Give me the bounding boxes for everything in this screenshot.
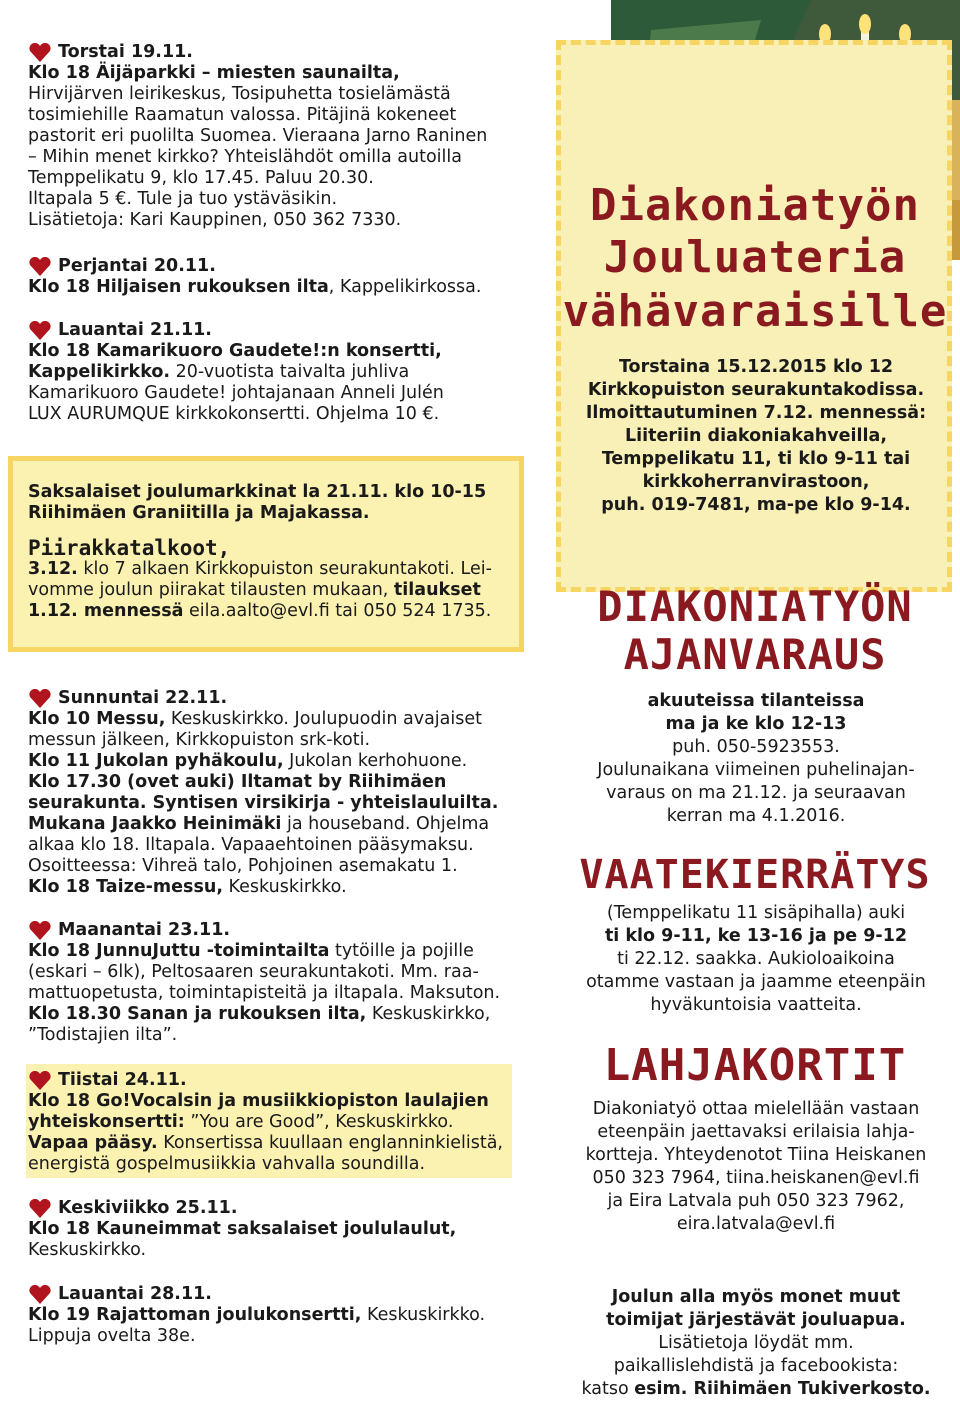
event-maanantai: Maanantai 23.11. Klo 18 JunnuJuttu -toimintailta tytöille ja pojille (eskari – 6lk), Peltosaaren seurakuntakoti. Mm. raa- mattuopetusta, toimintapisteitä ja iltapala. Maksuton. Klo 18.30 Sanan ja rukouksen ilta, Keskuskirkko, ”Todistajien ilta”.: [28, 920, 501, 1045]
vaatekierratys-info: (Temppelikatu 11 sisäpihalla) auki ti klo 9-11, ke 13-16 ja pe 9-12 ti 22.12. saakka. Aukioloaikoina otamme vastaan ja jaamme eteenpäin hyväkuntoisia vaatteita.: [586, 903, 926, 1015]
heart-icon: [28, 1199, 52, 1219]
footer-info: Joulun alla myös monet muut toimijat järjestävät jouluapua. Lisätietoja löydät mm. paikallislehdistä ja facebookista: katso esim. Riihimäen Tukiverkosto.: [581, 1287, 931, 1399]
heart-icon: [28, 1071, 52, 1091]
event-lauantai-21: Lauantai 21.11. Klo 18 Kamarikuoro Gaudete!:n konsertti, Kappelikirkko. 20-vuotista taivalta juhliva Kamarikuoro Gaudete! johtajanaan Anneli Julén LUX AURUMQUE kirkkokonsertti. Ohjelma 10 €.: [28, 320, 444, 424]
heart-icon: [28, 921, 52, 941]
title-vaatekierratys: VAATEKIERRÄTYS: [579, 852, 931, 898]
event-day: Torstai 19.11.: [28, 42, 538, 63]
title-diakoniatyon-caps: DIAKONIATYÖN: [597, 582, 913, 631]
heart-icon: [28, 43, 52, 63]
markets-text: Saksalaiset joulumarkkinat la 21.11. klo 10-15 Riihimäen Graniitilla ja Majakassa. Piirakkatalkoot, 3.12. klo 7 alkaen Kirkkopuiston seurakuntakoti. Lei- vomme joulun piirakat tilausten mukaan, tilaukset 1.12. mennessä eila.aalto@evl.fi tai 050 524 1735.: [28, 482, 492, 621]
event-perjantai: Perjantai 20.11. Klo 18 Hiljaisen rukouksen ilta, Kappelikirkossa.: [28, 256, 482, 297]
title-ajanvaraus: AJANVARAUS: [623, 630, 887, 679]
title-diakoniatyon: Diakoniatyön: [590, 180, 920, 231]
event-keskiviikko: Keskiviikko 25.11. Klo 18 Kauneimmat saksalaiset joululaulut, Keskuskirkko.: [28, 1198, 457, 1260]
heart-icon: [28, 321, 52, 341]
event-tiistai: Tiistai 24.11. Klo 18 Go!Vocalsin ja musiikkiopiston laulajien yhteiskonsertti: ”You are Good”, Keskuskirkko. Vapaa pääsy. Konsertissa kuullaan englanninkielistä, energistä gospelmusiikkia vahvalla soundilla.: [28, 1070, 503, 1174]
heart-icon: [28, 1285, 52, 1305]
title-lahjakortit: LAHJAKORTIT: [603, 1040, 907, 1091]
event-lauantai-28: Lauantai 28.11. Klo 19 Rajattoman joulukonsertti, Keskuskirkko. Lippuja ovelta 38e.: [28, 1284, 486, 1346]
title-vahavaraisille: vähävaraisille: [562, 286, 948, 337]
ateria-info: Torstaina 15.12.2015 klo 12 Kirkkopuiston seurakuntakodissa. Ilmoittautuminen 7.12. mennessä: Liiteriin diakoniakahveilla, Temppelikatu 11, ti klo 9-11 tai kirkkoherranvirastoon, puh. 019-7481, ma-pe klo 9-14.: [585, 357, 927, 515]
ajanvaraus-info: akuuteissa tilanteissa ma ja ke klo 12-13 puh. 050-5923553. Joulunaikana viimeinen puhelinajan- varaus on ma 21.12. ja seuraavan kerran ma 4.1.2016.: [597, 691, 915, 826]
title-jouluateria: Jouluateria: [603, 232, 907, 283]
event-sunnuntai: Sunnuntai 22.11. Klo 10 Messu, Keskuskirkko. Joulupuodin avajaiset messun jälkeen, Kirkkopuiston srk-koti. Klo 11 Jukolan pyhäkoulu, Jukolan kerhohuone. Klo 17.30 (ovet auki) Iltamat by Riihimäen seurakunta. Syntisen virsikirja - yhteislauluilta. Mukana Jaakko Heinimäki ja houseband. Ohjelma alkaa klo 18. Iltapala. Vapaaehtoinen pääsymaksu. Osoitteessa: Vihreä talo, Pohjoinen asemakatu 1. Klo 18 Taize-messu, Keskuskirkko.: [28, 688, 499, 897]
lahjakortit-info: Diakoniatyö ottaa mielellään vastaan eteenpäin jaettavaksi erilaisia lahja- kortteja. Yhteydenotot Tiina Heiskanen 050 323 7964, tiina.heiskanen@evl.fi ja Eira Latvala puh 050 323 7962, eira.latvala@evl.fi: [585, 1099, 927, 1234]
event-torstai: Torstai 19.11. Klo 18 Äijäparkki – miesten saunailta, Hirvijärven leirikeskus, Tosipuhetta tosielämästä tosimiehille Raamatun valossa. Pitäjinä kokeneet pastorit eri puolilta Suomea. Vieraana Jarno Raninen – Mihin menet kirkko? Yhteislähdöt omilla autoilla Temppelikatu 9, klo 17.45. Paluu 20.30. Iltapala 5 €. Tule ja tuo ystäväsikin. Lisätietoja: Kari Kauppinen, 050 362 7330.: [28, 42, 538, 231]
heart-icon: [28, 257, 52, 277]
heart-icon: [28, 689, 52, 709]
